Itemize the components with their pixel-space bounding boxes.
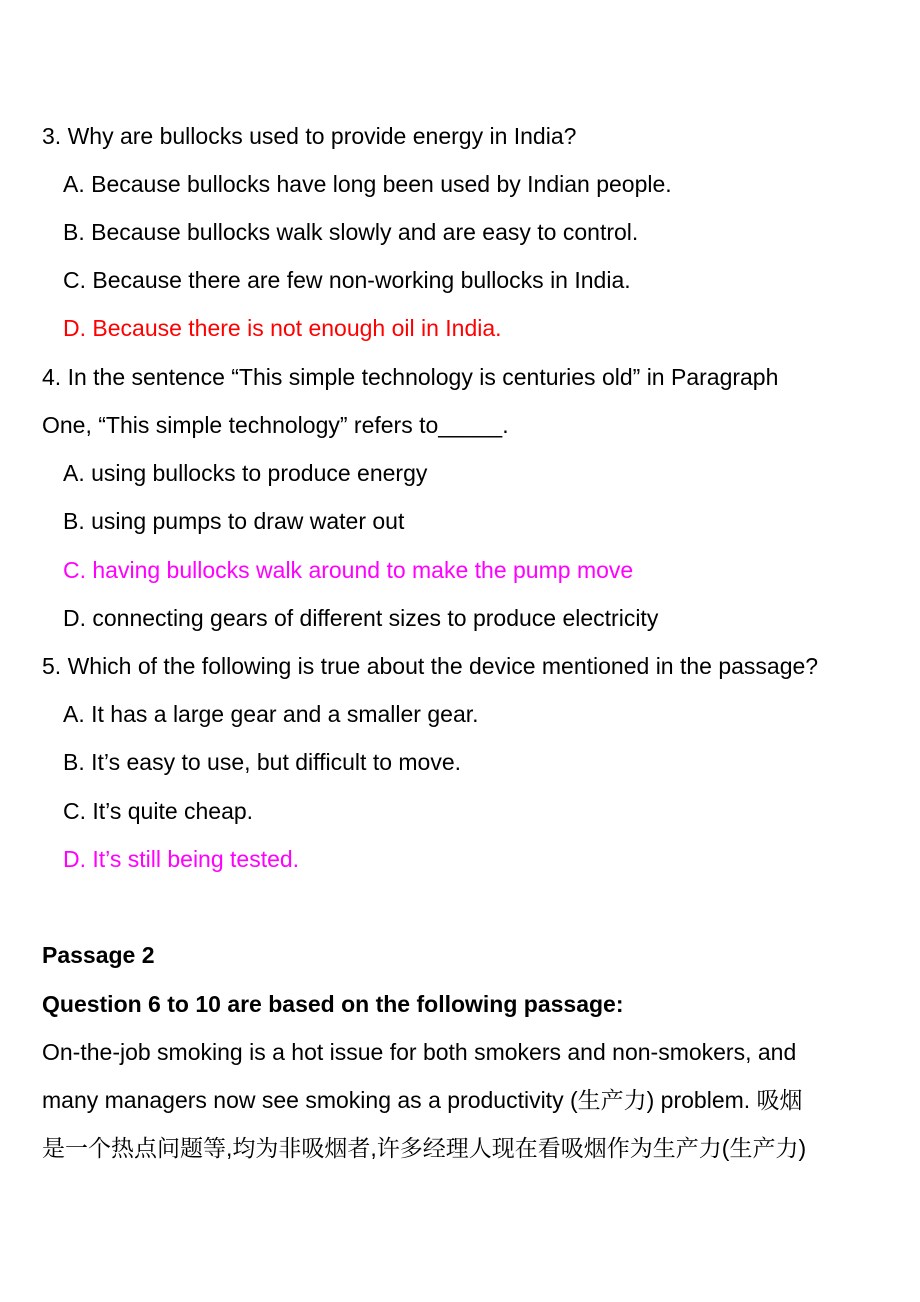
question-4-stem-line-2: One, “This simple technology” refers to_____. [42,412,509,438]
question-4-option-d: D. connecting gears of different sizes to produce electricity [63,605,659,631]
question-3-stem: 3. Why are bullocks used to provide energy in India? [42,123,577,149]
passage-2-text-line-3: 是一个热点问题等,均为非吸烟者,许多经理人现在看吸烟作为生产力(生产力) [42,1135,807,1161]
question-5-option-c: C. It’s quite cheap. [63,798,254,824]
question-5-option-d-answer: D. It’s still being tested. [63,846,300,872]
question-3-option-c: C. Because there are few non-working bullocks in India. [63,267,631,293]
passage-2-text-line-1: On-the-job smoking is a hot issue for both smokers and non-smokers, and [42,1039,797,1065]
question-4-option-a: A. using bullocks to produce energy [63,460,428,486]
passage-2-heading: Passage 2 [42,942,155,968]
question-5-stem: 5. Which of the following is true about the device mentioned in the passage? [42,653,819,679]
question-5-option-a: A. It has a large gear and a smaller gear. [63,701,479,727]
question-4-stem-line-1: 4. In the sentence “This simple technology is centuries old” in Paragraph [42,364,779,390]
question-3-option-a: A. Because bullocks have long been used by Indian people. [63,171,672,197]
passage-2-text-line-2: many managers now see smoking as a productivity (生产力) problem. 吸烟 [42,1087,803,1113]
question-3-option-d-answer: D. Because there is not enough oil in India. [63,315,502,341]
passage-2-instruction: Question 6 to 10 are based on the following passage: [42,991,624,1017]
question-3-option-b: B. Because bullocks walk slowly and are easy to control. [63,219,639,245]
question-4-option-c-answer: C. having bullocks walk around to make the pump move [63,557,634,583]
question-4-option-b: B. using pumps to draw water out [63,508,405,534]
question-5-option-b: B. It’s easy to use, but difficult to move. [63,749,462,775]
